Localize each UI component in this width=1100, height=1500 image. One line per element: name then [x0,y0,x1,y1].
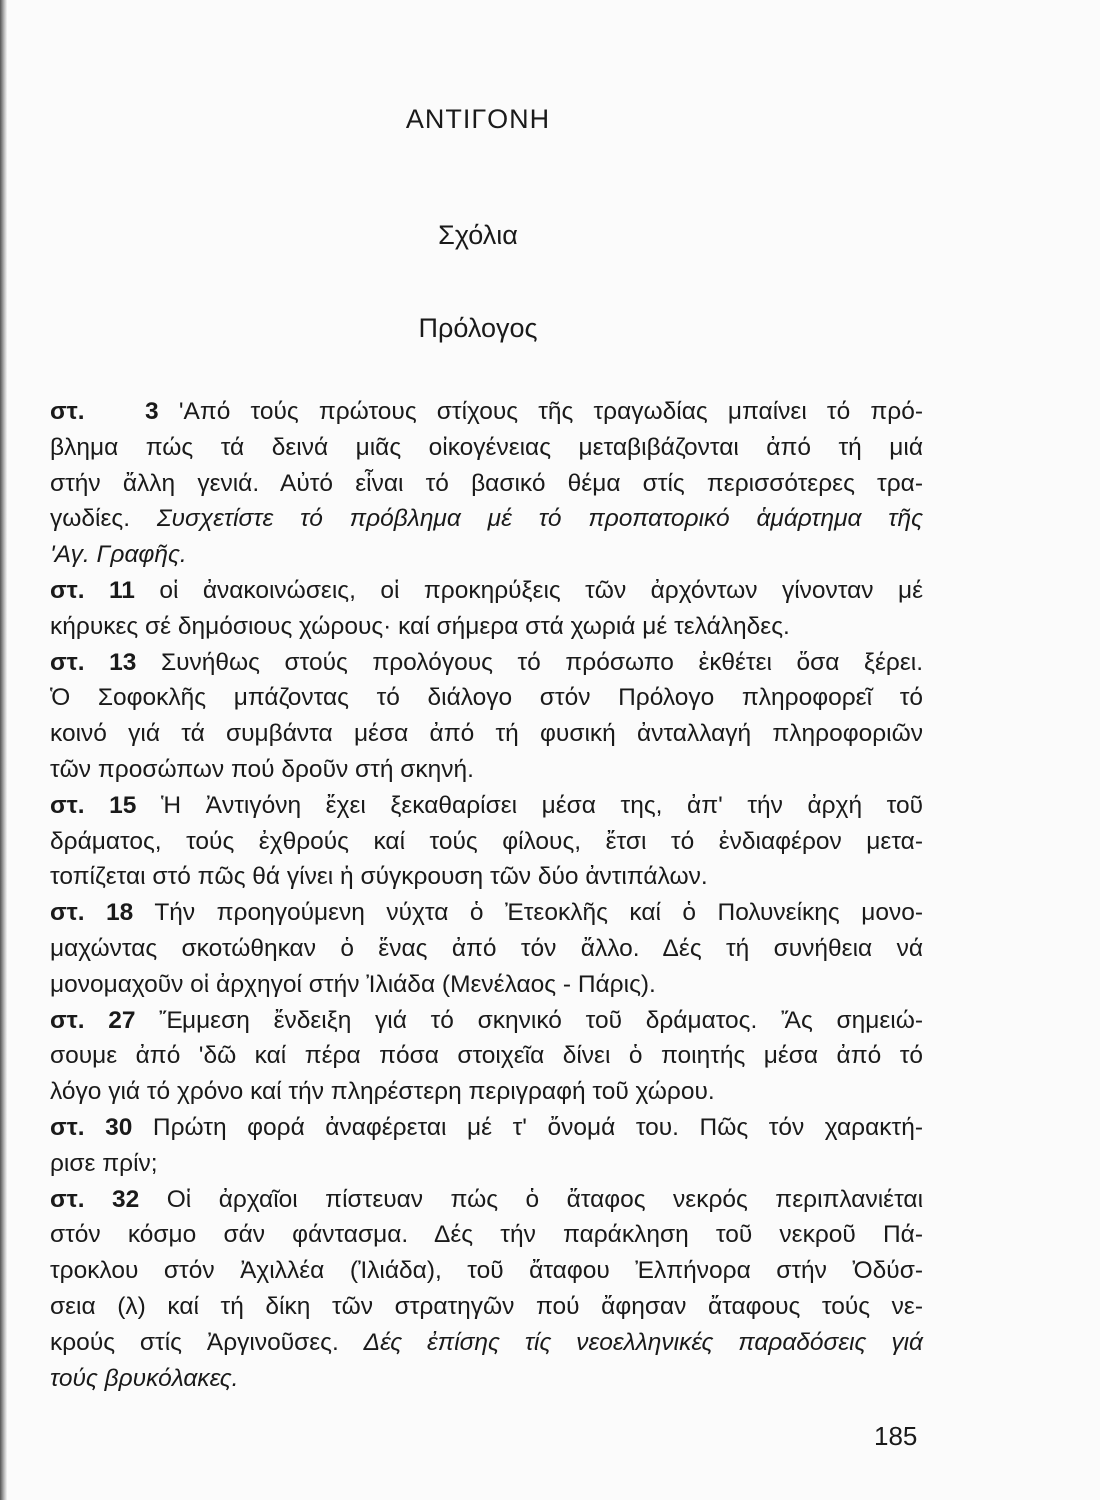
note-text: τῶν προσώπων πού δροῦν στή σκηνή. [50,755,474,783]
note-line [50,895,923,931]
note-line [50,1038,923,1074]
note-text: λόγο γιά τό χρόνο καί τήν πληρέστερη περιγραφή τοῦ χώρου. [50,1078,715,1106]
verse-number: 11 [108,576,135,604]
note-text: μονομαχοῦν οἱ ἀρχηγοί στήν Ἰλιάδα (Μενέλαος - Πάρις). [50,970,656,998]
page-subtitle: Σχόλια [438,220,518,250]
note-entry [50,645,923,788]
note-text: Πρώτη φορά ἀναφέρεται μέ τ' ὄνομά του. Πῶς τόν χαρακτή- [152,1113,923,1141]
notes-body [50,394,923,1396]
note-text: μαχώντας σκοτώθηκαν ὁ ἕνας ἀπό τόν ἄλλο. Δές τή συνήθεια νά [50,934,923,962]
note-text: κρούς στίς Ἀργινοῦσες. [50,1328,364,1356]
verse-label: στ. [50,648,85,676]
note-text: ρισε πρίν; [50,1149,158,1177]
note-text: τοπίζεται στό πῶς θά γίνει ἡ σύγκρουση τῶν δύο ἀντιπάλων. [50,863,708,891]
note-text: Τήν προηγούμενη νύχτα ὁ Ἐτεοκλῆς καί ὁ Πολυνείκης μονο- [154,899,923,927]
note-line [50,859,923,895]
note-text: γωδίες. [50,505,157,533]
note-line [50,1146,923,1182]
note-line [50,716,923,752]
page-number: 185 [874,1421,918,1451]
verse-number: 3 [145,398,159,425]
note-line [50,1325,923,1361]
note-entry [50,895,923,1002]
note-text: τροκλου στόν Ἀχιλλέα (Ἰλιάδα), τοῦ ἄταφου Ἐλπήνορα στήν Ὀδύσ- [50,1257,923,1285]
note-text-italic: Συσχετίστε τό πρόβλημα μέ τό προπατορικό ἁμάρτημα τῆς [156,505,923,533]
section-heading: Πρόλογος [418,313,538,343]
note-line [50,573,923,609]
verse-number: 30 [105,1113,133,1141]
note-line [50,1003,923,1039]
page-title: ΑΝΤΙΓΟΝΗ [405,104,551,134]
note-line [50,1074,923,1110]
note-entry [50,573,923,645]
verse-number: 27 [108,1006,136,1034]
note-line [50,501,923,537]
verse-number: 32 [112,1185,140,1213]
note-text: Οἱ ἀρχαῖοι πίστευαν πώς ὁ ἄταφος νεκρός περιπλανιέται [166,1185,924,1213]
note-text: κήρυκες σέ δημόσιους χώρους· καί σήμερα στά χωριά μέ τελάληδες. [50,612,790,640]
verse-label: στ. [50,791,85,819]
note-text-italic: τούς βρυκόλακες. [50,1364,239,1392]
verse-label: στ. [50,1185,85,1213]
note-text: στόν κόσμο σάν φάντασμα. Δές τήν παράκληση τοῦ νεκροῦ Πά- [50,1221,923,1249]
verse-label: στ. [50,899,85,927]
note-entry [50,788,923,895]
note-line [50,537,923,573]
verse-label: στ. [50,1113,85,1141]
note-text: βλημα πώς τά δεινά μιᾶς οἰκογένειας μεταβιβάζονται ἀπό τή μιά [50,433,923,461]
note-text: στήν ἄλλη γενιά. Αὐτό εἶναι τό βασικό θέμα στίς περισσότερες τρα- [50,469,923,497]
note-text: Συνήθως στούς προλόγους τό πρόσωπο ἐκθέτει ὅσα ξέρει. [160,648,924,676]
note-line [50,1182,923,1218]
note-line [50,931,923,967]
verse-label: στ. [50,398,85,425]
note-line [50,967,923,1003]
note-line [50,752,923,788]
verse-number: 18 [106,899,134,927]
note-text-italic: 'Αγ. Γραφῆς. [50,541,187,569]
note-line [50,394,923,430]
note-line [50,645,923,681]
note-line [50,1217,923,1253]
note-text-italic: Δές ἐπίσης τίς νεοελληνικές παραδόσεις γιά [363,1328,923,1356]
note-text: Ὁ Σοφοκλῆς μπάζοντας τό διάλογο στόν Πρόλογο πληροφορεῖ τό [50,684,923,712]
note-line [50,788,923,824]
verse-number: 13 [109,648,137,676]
note-entry [50,1003,923,1110]
note-text: οἱ ἀνακοινώσεις, οἱ προκηρύξεις τῶν ἀρχόντων γίνονταν μέ [159,576,924,604]
note-entry [50,1110,923,1182]
note-text: Ἔμμεση ἔνδειξη γιά τό σκηνικό τοῦ δράματος. Ἄς σημειώ- [159,1006,923,1034]
note-text: σουμε ἀπό 'δῶ καί πέρα πόσα στοιχεῖα δίνει ὁ ποιητής μέσα ἀπό τό [50,1042,923,1070]
note-text: σεια (λ) καί τή δίκη τῶν στρατηγῶν πού ἄφησαν ἄταφους τούς νε- [50,1292,923,1320]
note-line [50,609,923,645]
note-text: δράματος, τούς ἐχθρούς καί τούς φίλους, ἔτσι τό ἐνδιαφέρον μετα- [50,827,923,855]
note-line [50,1361,923,1397]
note-line [50,680,923,716]
note-line [50,824,923,860]
verse-label: στ. [50,1006,85,1034]
note-line [50,466,923,502]
verse-label: στ. [50,576,85,604]
note-line [50,1253,923,1289]
note-line [50,1110,923,1146]
note-text: 'Από τούς πρώτους στίχους τῆς τραγωδίας μπαίνει τό πρό- [178,398,924,425]
note-text: Ἡ Ἀντιγόνη ἔχει ξεκαθαρίσει μέσα της, ἀπ' τήν ἀρχή τοῦ [160,791,924,819]
note-line [50,430,923,466]
note-line [50,1289,923,1325]
verse-number: 15 [109,791,137,819]
note-text: κοινό γιά τά συμβάντα μέσα ἀπό τή φυσική ἀνταλλαγή πληροφοριῶν [50,720,923,748]
note-entry [50,394,923,573]
note-entry [50,1182,923,1397]
